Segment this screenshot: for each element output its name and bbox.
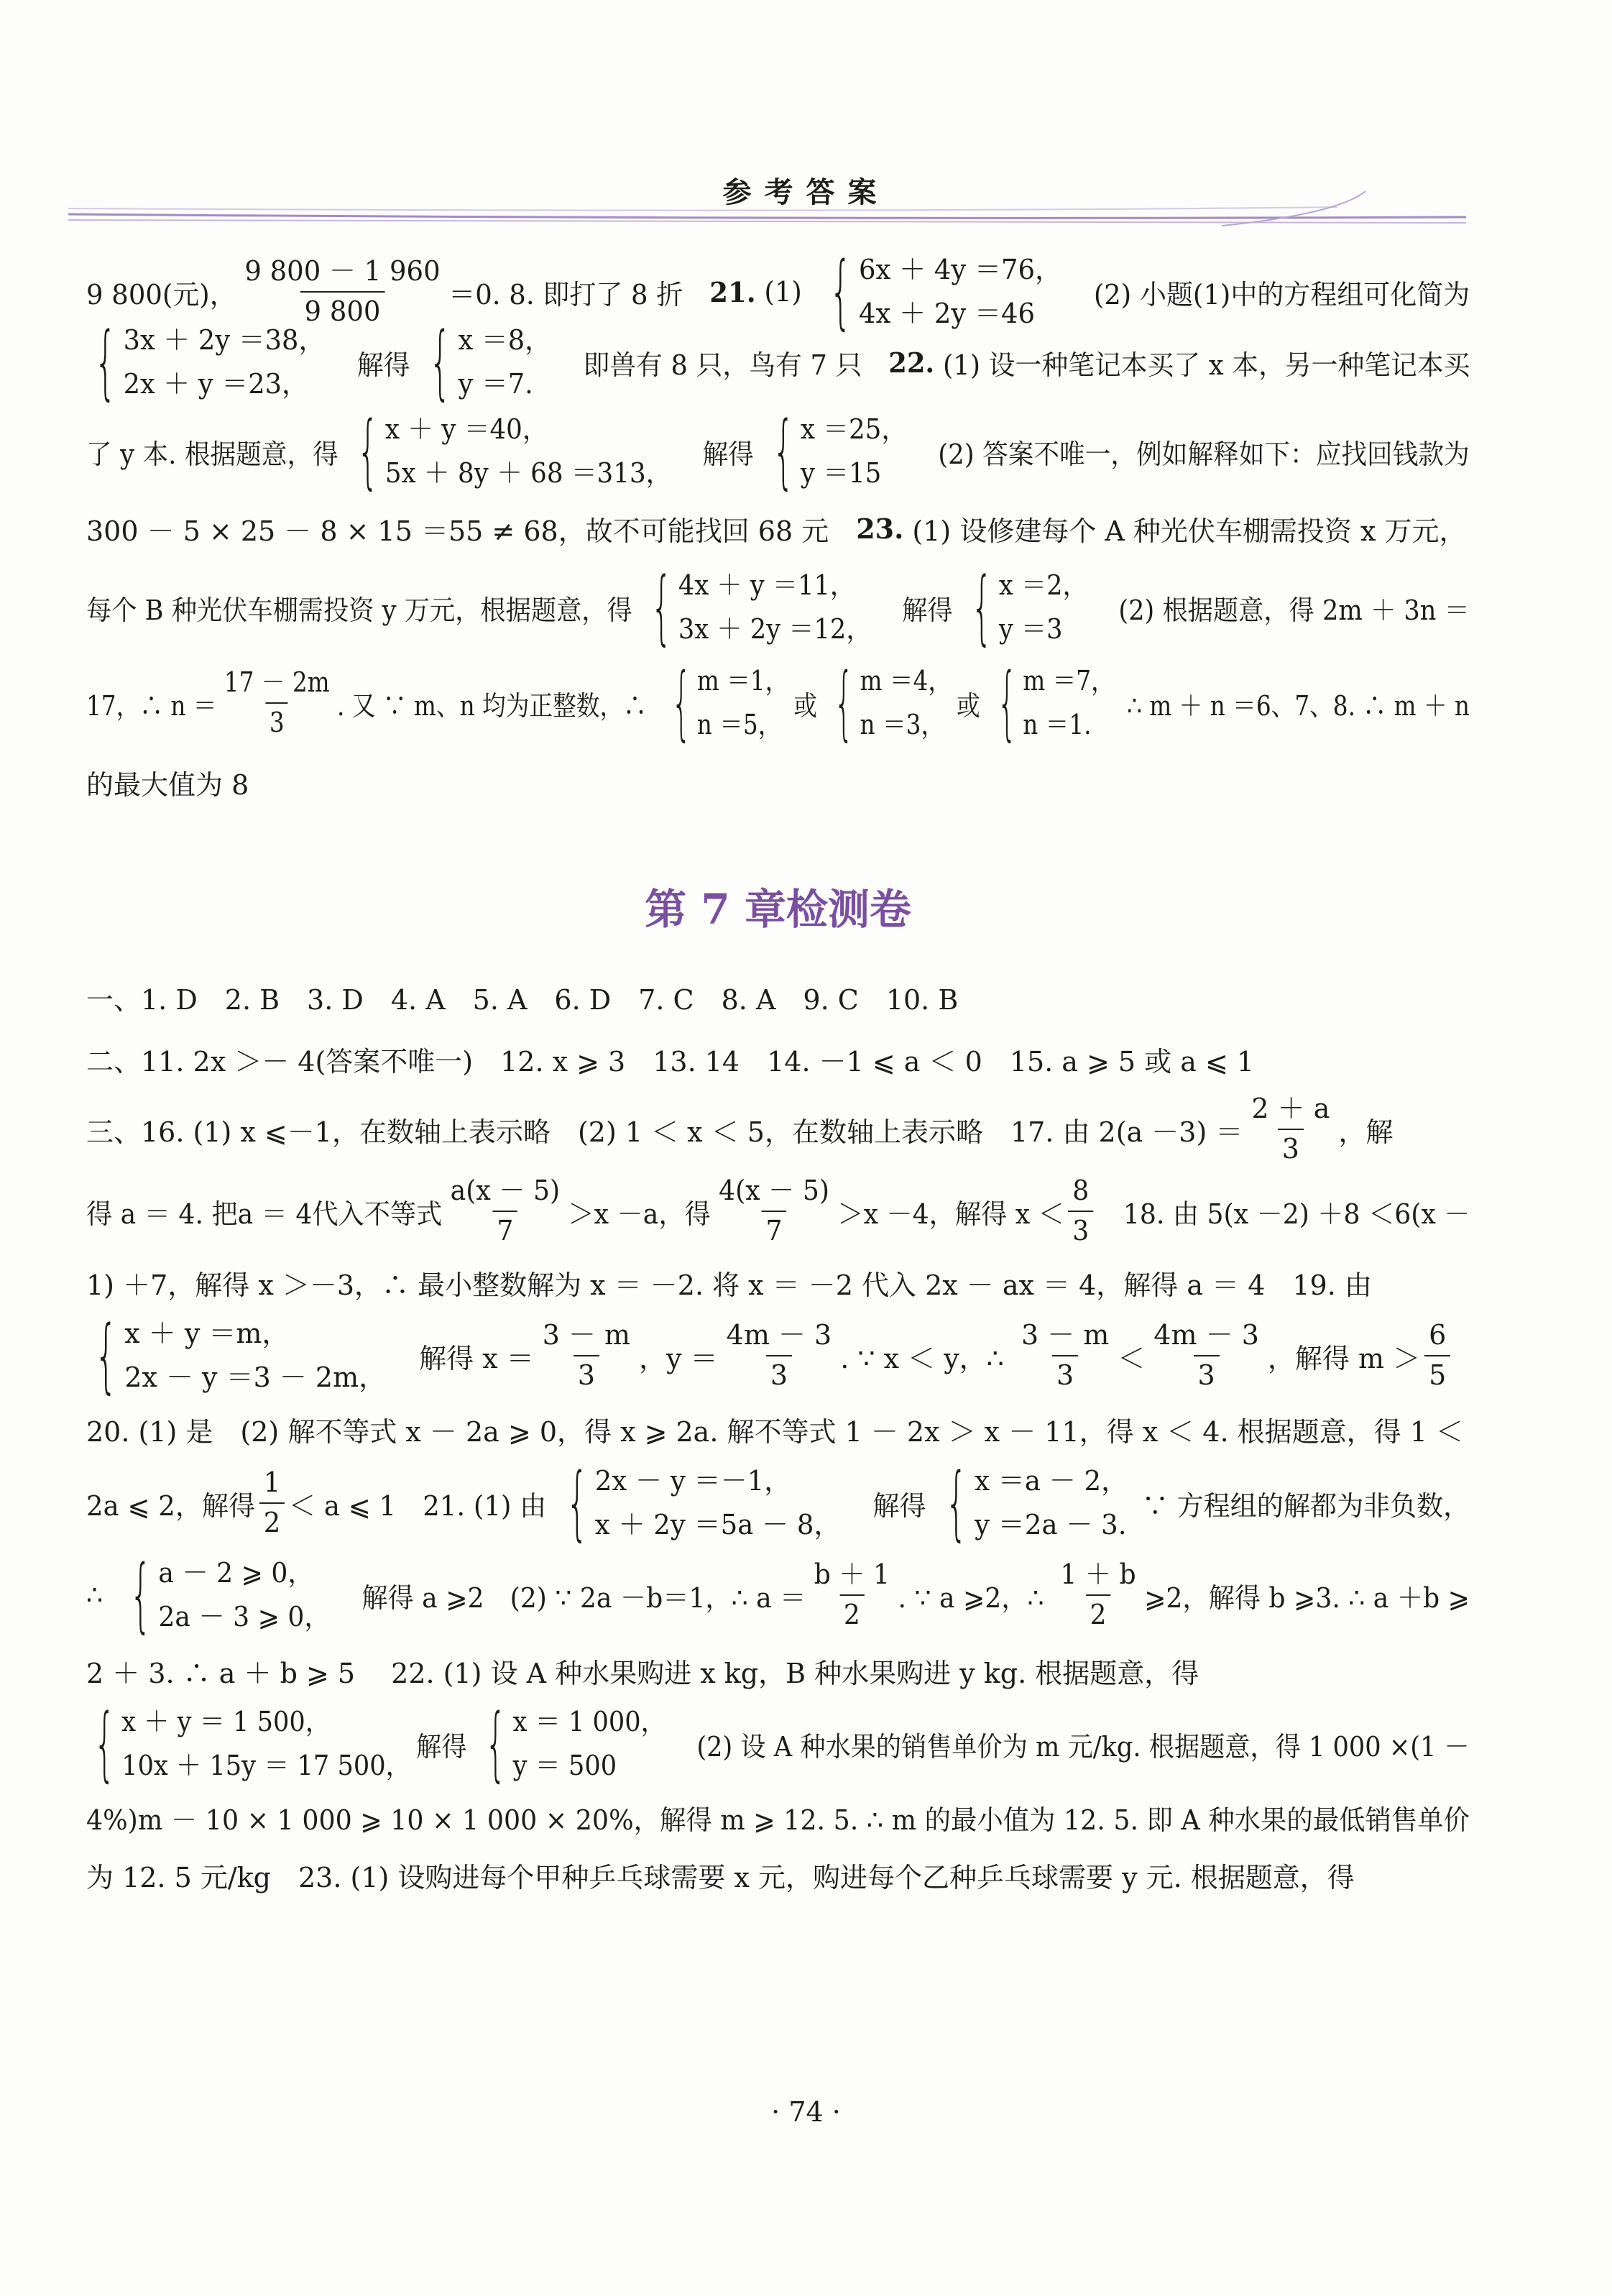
fraction: $\frac{3 - m}{3}$ bbox=[1021, 1319, 1110, 1391]
text-line: 4%)m － 10 × 1 000 ⩾ 10 × 1 000 × 20%，解得 m ⩾ 12. 5. ∴ m 的最小值为 12. 5. 即 A 种水果的最低销售单价 bbox=[86, 1804, 1470, 1836]
question-number: 22. bbox=[888, 346, 935, 379]
equation-system: { x ＝8， y ＝7. bbox=[429, 316, 551, 409]
text-line: 2 ＋ 3. ∴ a ＋ b ⩾ 5 22. (1) 设 A 种水果购进 x kg，B 种水果购进 y kg. 根据题意，得 bbox=[86, 1657, 1199, 1689]
equation-system: { m ＝1， n ＝5， bbox=[671, 656, 789, 750]
text-line: 了 y 本. 根据题意，得 { x ＋ y ＝40， 5x ＋ 8y ＋ 68 ＝313， 解得 { x ＝25， y ＝15 (2) 答案不唯一，例如解释如下：应找回钱款为 bbox=[86, 405, 1470, 498]
fraction: $\frac{4m - 3}{3}$ bbox=[726, 1319, 832, 1391]
fraction: $\frac{b + 1}{2}$ bbox=[814, 1558, 890, 1630]
fraction: $\frac{3 - m}{3}$ bbox=[542, 1319, 631, 1391]
equation-system: { m ＝4， n ＝3， bbox=[834, 656, 952, 750]
page-number: · 74 · bbox=[771, 2096, 841, 2128]
text-line: 17，∴ n ＝ $\frac{17 - 2m}{3}$ . 又 ∵ m、n 均为正整数，∴ { m ＝1， n ＝5， 或 { m ＝4， n ＝3， 或 { m ＝7， n ＝1. ∴ m ＋ n ＝6、7、8. ∴ m ＋ n bbox=[86, 656, 1470, 750]
equation-system: { 6x ＋ 4y ＝76， 4x ＋ 2y ＝46 bbox=[829, 245, 1062, 339]
chapter-title: 第 7 章检测卷 bbox=[645, 885, 911, 934]
text-line: 得 a ＝ 4. 把a ＝ 4代入不等式 $\frac{a(x - 5)}{7}$ ＞x －a，得 $\frac{4(x - 5)}{7}$ ＞x －4，解得 x ＜ $\frac{8}{3}$ 18. 由 5(x －2) ＋8 ＜6(x － bbox=[86, 1175, 1470, 1246]
equation-system: { x ＋ y ＝m， 2x － y ＝3 － 2m， bbox=[94, 1309, 387, 1402]
text-line: 2a ⩽ 2，解得 $\frac{1}{2}$ ＜ a ⩽ 1 21. (1) 由 { 2x － y ＝－1， x ＋ 2y ＝5a － 8， 解得 { x ＝a － 2， y ＝2a － 3. ∵ 方程组的解都为非负数， bbox=[86, 1456, 1470, 1550]
text-line: 1) ＋7，解得 x ＞－3，∴ 最小整数解为 x ＝ －2. 将 x ＝ －2 代入 2x － ax ＝ 4，解得 a ＝ 4 19. 由 bbox=[86, 1269, 1372, 1301]
fraction: $\frac{6}{5}$ bbox=[1424, 1321, 1450, 1391]
equation-system: { 2x － y ＝－1， x ＋ 2y ＝5a － 8， bbox=[566, 1456, 841, 1550]
equation-system: { 4x ＋ y ＝11， 3x ＋ 2y ＝12， bbox=[650, 561, 872, 654]
question-number: 23. bbox=[856, 512, 904, 545]
question-number: 21. bbox=[709, 275, 756, 308]
text-line: 二、11. 2x ＞－ 4(答案不唯一) 12. x ⩾ 3 13. 14 14. －1 ⩽ a ＜ 0 15. a ⩾ 5 或 a ⩽ 1 bbox=[86, 1045, 1255, 1078]
fraction: $\frac{8}{3}$ bbox=[1068, 1176, 1092, 1246]
equation-system: { a － 2 ⩾ 0， 2a － 3 ⩾ 0， bbox=[129, 1548, 331, 1642]
fraction: $\frac{a(x - 5)}{7}$ bbox=[450, 1175, 561, 1246]
text-line: 20. (1) 是 (2) 解不等式 x － 2a ⩾ 0，得 x ⩾ 2a. 解不等式 1 － 2x ＞ x － 11，得 x ＜ 4. 根据题意，得 1 ＜ bbox=[86, 1415, 1463, 1448]
text-line: { x ＋ y ＝m， 2x － y ＝3 － 2m， 解得 x ＝ $\frac{3 - m}{3}$ ，y ＝ $\frac{4m - 3}{3}$ . ∵ x ＜ y，∴ $\frac{3 - m}{3}$ ＜ $\frac{4m - 3}{3}$ ，解得 m ＞ $\frac{6}{5}$ bbox=[86, 1311, 1470, 1400]
equation-system: { x ＝2， y ＝3 bbox=[971, 561, 1088, 654]
text-line: 三、16. (1) x ⩽－1，在数轴上表示略 (2) 1 ＜ x ＜ 5，在数轴上表示略 17. 由 2(a －3) ＝ $\frac{2 + a}{3}$ ，解 bbox=[86, 1093, 1394, 1165]
equation-system: { x ＝ 1 000， y ＝ 500 bbox=[485, 1697, 666, 1791]
text-line: 9 800(元)， $\frac{9 800 - 1 960}{9 800}$ ＝0. 8. 即打了 8 折 21. (1) { 6x ＋ 4y ＝76， 4x ＋ 2y ＝46 (2) 小题(1)中的方程组可化简为 bbox=[86, 245, 1470, 339]
text-line: { 3x ＋ 2y ＝38， 2x ＋ y ＝23， 解得 { x ＝8， y ＝7. 即兽有 8 只，鸟有 7 只 22. (1) 设一种笔记本买了 x 本，另一种笔记本买 bbox=[86, 318, 1426, 407]
equation-system: { x ＝a － 2， y ＝2a － 3. bbox=[945, 1456, 1128, 1550]
text-line: 每个 B 种光伏车棚需投资 y 万元，根据题意，得 { 4x ＋ y ＝11， 3x ＋ 2y ＝12， 解得 { x ＝2， y ＝3 (2) 根据题意，得 2m ＋ 3n ＝ bbox=[86, 561, 1470, 654]
fraction: $\frac{2 + a}{3}$ bbox=[1251, 1093, 1330, 1165]
equation-system: { x ＋ y ＝40， 5x ＋ 8y ＋ 68 ＝313， bbox=[356, 405, 672, 498]
equation-system: { 3x ＋ 2y ＝38， 2x ＋ y ＝23， bbox=[94, 316, 326, 409]
page-content bbox=[86, 245, 1470, 1904]
text-line: 的最大值为 8 bbox=[86, 768, 249, 801]
equation-system: { m ＝7， n ＝1. bbox=[997, 656, 1115, 750]
header-decorative-rule bbox=[0, 185, 1612, 243]
fraction: $\frac{1 + b}{2}$ bbox=[1060, 1558, 1136, 1630]
text-line: ∴ { a － 2 ⩾ 0， 2a － 3 ⩾ 0， 解得 a ⩾2 (2) ∵ 2a －b＝1，∴ a ＝ $\frac{b + 1}{2}$ . ∵ a ⩾2，∴ $\frac{1 + b}{2}$ ⩾2，解得 b ⩾3. ∴ a ＋b ⩾ bbox=[86, 1548, 1470, 1642]
text-line: 300 － 5 × 25 － 8 × 15 ＝55 ≠ 68，故不可能找回 68 元 23. (1) 设修建每个 A 种光伏车棚需投资 x 万元， bbox=[86, 512, 1467, 547]
text-line: { x ＋ y ＝ 1 500， 10x ＋ 15y ＝ 17 500， 解得 { x ＝ 1 000， y ＝ 500 (2) 设 A 种水果的销售单价为 m 元/kg. 根据题意，得 1 000 ×(1 － bbox=[86, 1699, 1367, 1788]
fraction: $\frac{9 800 - 1 960}{9 800}$ bbox=[244, 255, 441, 327]
text-line: 为 12. 5 元/kg 23. (1) 设购进每个甲种乒乓球需要 x 元，购进每个乙种乒乓球需要 y 元. 根据题意，得 bbox=[86, 1861, 1355, 1893]
fraction: $\frac{17 - 2m}{3}$ bbox=[224, 666, 330, 738]
equation-system: { x ＋ y ＝ 1 500， 10x ＋ 15y ＝ 17 500， bbox=[93, 1697, 411, 1791]
page-header-title: 参考答案 bbox=[722, 175, 890, 209]
fraction: $\frac{1}{2}$ bbox=[259, 1468, 285, 1538]
fraction: $\frac{4m - 3}{3}$ bbox=[1153, 1319, 1259, 1391]
equation-system: { x ＝25， y ＝15 bbox=[772, 405, 908, 498]
text-line: 一、1. D 2. B 3. D 4. A 5. A 6. D 7. C 8. A 9. C 10. B bbox=[86, 983, 959, 1016]
fraction: $\frac{4(x - 5)}{7}$ bbox=[719, 1175, 829, 1246]
